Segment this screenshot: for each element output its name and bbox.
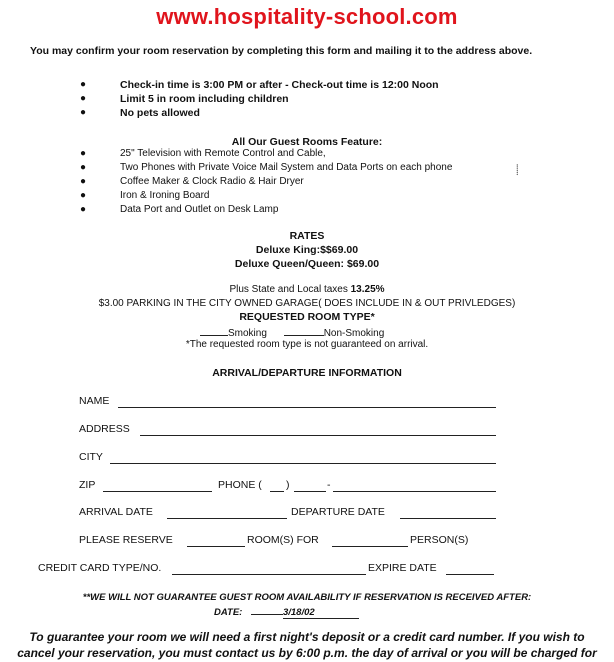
tax-line xyxy=(0,284,614,295)
room-type-heading: REQUESTED ROOM TYPE* xyxy=(239,311,375,323)
non-smoking-blank[interactable] xyxy=(284,325,324,336)
departure-field[interactable] xyxy=(400,518,496,519)
parking-line: $3.00 PARKING IN THE CITY OWNED GARAGE( DOES INCLUDE IN & OUT PRIVLEDGES) xyxy=(98,298,516,309)
tax-label: Plus State and Local taxes xyxy=(229,284,351,295)
rooms-count-field[interactable] xyxy=(187,546,245,547)
city-label: CITY xyxy=(79,451,103,463)
warning-date-label: DATE: xyxy=(214,607,243,618)
smoking-blank[interactable] xyxy=(200,325,228,336)
rooms-for-label: ROOM(S) FOR xyxy=(247,534,319,546)
bullet-icon: ● xyxy=(80,79,87,90)
bullet-icon: ● xyxy=(80,176,87,187)
policy-text: Limit 5 in room including children xyxy=(120,93,289,105)
rate-queen: Deluxe Queen/Queen: $69.00 xyxy=(234,258,380,270)
name-field[interactable] xyxy=(118,407,496,408)
scan-mark-icon: ⸽ xyxy=(516,165,519,176)
features-list xyxy=(80,147,452,217)
list-item xyxy=(80,78,439,92)
phone-area-field[interactable] xyxy=(270,491,284,492)
list-item xyxy=(80,175,452,189)
zip-field[interactable] xyxy=(103,491,212,492)
policy-list xyxy=(80,78,439,120)
feature-text: Iron & Ironing Board xyxy=(120,190,210,201)
phone-dash: - xyxy=(327,479,331,491)
smoking-label: Smoking xyxy=(228,328,267,339)
feature-text: 25" Television with Remote Control and Cable, xyxy=(120,148,326,159)
list-item xyxy=(80,161,452,175)
credit-card-field[interactable] xyxy=(172,574,366,575)
phone-prefix-field[interactable] xyxy=(294,491,326,492)
address-label: ADDRESS xyxy=(79,423,130,435)
list-item xyxy=(80,92,439,106)
phone-label: PHONE ( xyxy=(218,479,262,491)
reserve-label: PLEASE RESERVE xyxy=(79,534,173,546)
list-item xyxy=(80,147,452,161)
arrival-label: ARRIVAL DATE xyxy=(79,506,153,518)
persons-label: PERSON(S) xyxy=(410,534,469,546)
list-item xyxy=(80,106,439,120)
phone-paren: ) xyxy=(286,479,290,491)
feature-text: Two Phones with Private Voice Mail System and Data Ports on each phone xyxy=(120,162,453,173)
deposit-notice-line2: cancel your reservation, you must contact us by 6:00 p.m. the day of arrival or you will be charged for xyxy=(17,646,597,660)
departure-label: DEPARTURE DATE xyxy=(291,506,385,518)
expire-label: EXPIRE DATE xyxy=(368,562,437,574)
list-item xyxy=(80,189,452,203)
intro-text: You may confirm your room reservation by completing this form and mailing it to the address above. xyxy=(30,45,533,57)
room-type-note: *The requested room type is not guaranteed on arrival. xyxy=(185,339,429,350)
bullet-icon: ● xyxy=(80,148,87,159)
availability-warning: **WE WILL NOT GUARANTEE GUEST ROOM AVAILABILITY IF RESERVATION IS RECEIVED AFTER: xyxy=(82,592,532,603)
form-heading: ARRIVAL/DEPARTURE INFORMATION xyxy=(212,367,402,379)
policy-text: Check-in time is 3:00 PM or after - Check-out time is 12:00 Noon xyxy=(120,79,439,91)
name-label: NAME xyxy=(79,395,110,407)
rates-heading: RATES xyxy=(289,230,325,242)
policy-text: No pets allowed xyxy=(120,107,200,119)
address-field[interactable] xyxy=(140,435,496,436)
bullet-icon: ● xyxy=(80,204,87,215)
rate-king: Deluxe King:$$69.00 xyxy=(255,244,359,256)
list-item xyxy=(80,203,452,217)
phone-number-field[interactable] xyxy=(333,491,496,492)
non-smoking-label: Non-Smoking xyxy=(323,328,385,339)
feature-text: Data Port and Outlet on Desk Lamp xyxy=(120,204,279,215)
features-heading: All Our Guest Rooms Feature: xyxy=(231,136,383,148)
warning-date xyxy=(214,604,359,618)
site-url-header: www.hospitality-school.com xyxy=(156,4,458,29)
deposit-notice-line1: To guarantee your room we will need a first night's deposit or a credit card number. If you wish to xyxy=(29,630,585,644)
expire-field[interactable] xyxy=(446,574,494,575)
credit-card-label: CREDIT CARD TYPE/NO. xyxy=(38,562,162,574)
feature-text: Coffee Maker & Clock Radio & Hair Dryer xyxy=(120,176,304,187)
warning-date-value: 3/18/02 xyxy=(283,607,359,619)
warning-date-blank xyxy=(251,604,283,615)
tax-value: 13.25% xyxy=(350,284,385,295)
arrival-field[interactable] xyxy=(167,518,287,519)
persons-count-field[interactable] xyxy=(332,546,408,547)
bullet-icon: ● xyxy=(80,107,87,118)
city-field[interactable] xyxy=(110,463,496,464)
room-type-options xyxy=(200,325,384,339)
bullet-icon: ● xyxy=(80,190,87,201)
bullet-icon: ● xyxy=(80,93,87,104)
zip-label: ZIP xyxy=(79,479,96,491)
bullet-icon: ● xyxy=(80,162,87,173)
